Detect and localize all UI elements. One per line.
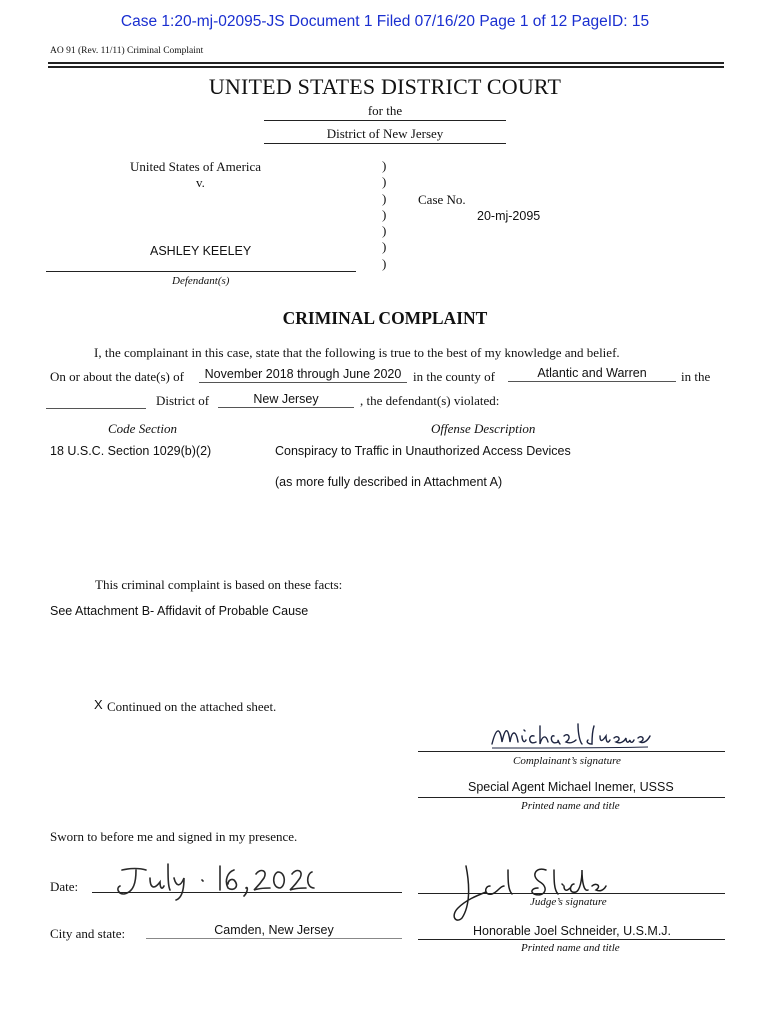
complainant-signature <box>488 718 654 758</box>
complainant-printed-label: Printed name and title <box>521 800 620 812</box>
facts-label: This criminal complaint is based on these facts: <box>95 577 343 592</box>
district-blank-field <box>46 393 146 409</box>
court-title <box>0 74 770 100</box>
complainant-signature-line <box>418 751 725 752</box>
defendant-name: ASHLEY KEELEY <box>150 244 252 258</box>
offense-dates-field: November 2018 through June 2020 <box>199 367 407 383</box>
complainant-statement: I, the complainant in this case, state that the following is true to the best of my knowledge and belief. <box>94 345 620 360</box>
header-rule-bottom <box>48 66 724 68</box>
code-section-header: Code Section <box>108 421 177 436</box>
district-label: District of <box>156 393 210 408</box>
complainant-printed-name: Special Agent Michael Inemer, USSS <box>468 780 674 794</box>
offense-description-note: (as more fully described in Attachment A) <box>275 475 503 489</box>
judge-name-line <box>418 939 725 940</box>
district-rule-bottom <box>264 143 506 144</box>
code-section-value: 18 U.S.C. Section 1029(b)(2) <box>50 444 212 458</box>
date-line-prefix: On or about the date(s) of <box>50 369 184 384</box>
city-state-label: City and state: <box>50 926 126 941</box>
continued-checkbox-mark: X <box>94 697 103 712</box>
judge-signature <box>446 856 616 926</box>
form-identifier: AO 91 (Rev. 11/11) Criminal Complaint <box>50 46 204 56</box>
complainant-name-line <box>418 797 725 798</box>
district-line-suffix: , the defendant(s) violated: <box>360 393 500 408</box>
district-name: District of New Jersey <box>326 126 444 141</box>
defendant-rule <box>46 271 356 272</box>
county-field: Atlantic and Warren <box>508 366 676 382</box>
continued-label: Continued on the attached sheet. <box>107 699 277 714</box>
for-the-text: for the <box>367 103 403 118</box>
county-label: in the county of <box>413 369 495 384</box>
offense-description-header: Offense Description <box>431 421 536 436</box>
date-line <box>92 892 402 893</box>
date-line-suffix: in the <box>681 369 711 384</box>
defendant-label: Defendant(s) <box>172 275 230 287</box>
handwritten-date <box>110 858 320 904</box>
case-no-label: Case No. <box>418 192 466 207</box>
complaint-heading: CRIMINAL COMPLAINT <box>282 308 488 328</box>
sworn-statement: Sworn to before me and signed in my presence. <box>50 829 298 844</box>
caption-parentheses: ) ) ) ) ) ) ) <box>382 158 387 271</box>
judge-printed-name: Honorable Joel Schneider, U.S.M.J. <box>473 924 672 938</box>
plaintiff-name: United States of America <box>130 159 262 174</box>
judge-signature-line <box>418 893 725 894</box>
filing-stamp: Case 1:20-mj-02095-JS Document 1 Filed 07/16/20 Page 1 of 12 PageID: 15 <box>120 13 650 30</box>
date-label: Date: <box>50 879 79 894</box>
facts-text: See Attachment B- Affidavit of Probable Cause <box>50 604 309 618</box>
district-field: New Jersey <box>218 392 354 408</box>
city-state-field: Camden, New Jersey <box>146 923 402 939</box>
district-rule-top <box>264 120 506 121</box>
judge-signature-label: Judge’s signature <box>530 896 607 908</box>
offense-description-value: Conspiracy to Traffic in Unauthorized Access Devices <box>275 444 571 458</box>
complainant-signature-label: Complainant’s signature <box>513 755 621 767</box>
court-title-text: UNITED STATES DISTRICT COURT <box>208 74 562 99</box>
header-rule-top <box>48 62 724 64</box>
judge-printed-label: Printed name and title <box>521 942 620 954</box>
versus-text: v. <box>196 175 205 190</box>
case-number: 20-mj-2095 <box>477 209 541 223</box>
